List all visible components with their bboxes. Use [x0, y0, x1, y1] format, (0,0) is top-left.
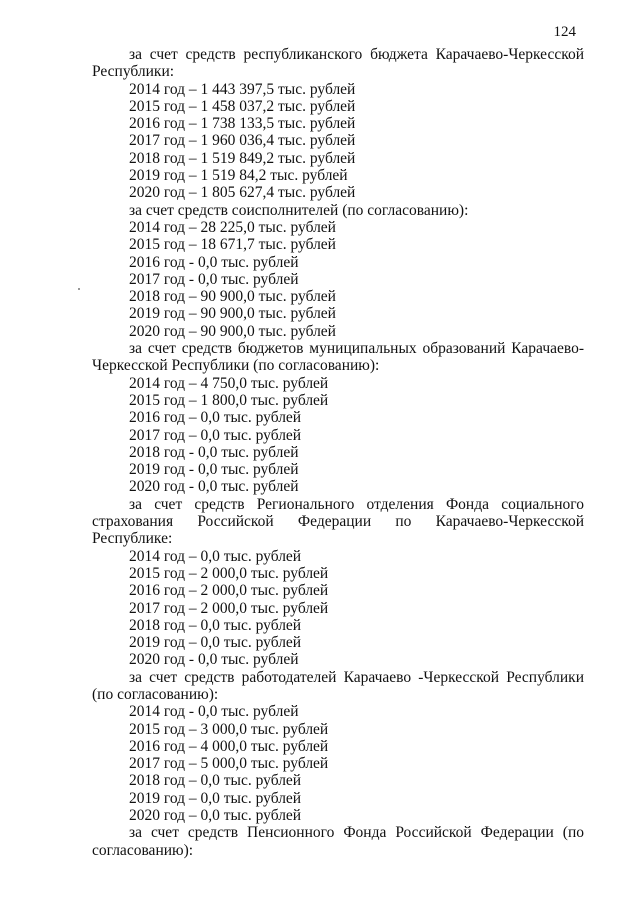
year-line: 2018 год – 0,0 тыс. рублей	[129, 616, 302, 634]
year-line: 2020 год – 0,0 тыс. рублей	[129, 807, 302, 825]
year-line: 2016 год – 0,0 тыс. рублей	[129, 409, 302, 427]
year-line: 2019 год - 0,0 тыс. рублей	[129, 461, 299, 479]
year-line: 2014 год – 4 750,0 тыс. рублей	[129, 374, 329, 392]
year-line: 2019 год – 0,0 тыс. рублей	[129, 789, 302, 807]
section-heading: за счет средств работодателей Карачаево -Черкесской Республики (по согласованию):	[92, 668, 584, 703]
year-line: 2017 год - 0,0 тыс. рублей	[129, 270, 299, 288]
year-line: 2014 год - 0,0 тыс. рублей	[129, 703, 299, 721]
year-line: 2017 год – 1 960 036,4 тыс. рублей	[129, 132, 356, 150]
document-body	[92, 46, 584, 859]
year-line: 2015 год – 1 800,0 тыс. рублей	[129, 391, 329, 409]
year-line: 2020 год - 0,0 тыс. рублей	[129, 651, 299, 669]
year-line: 2017 год – 2 000,0 тыс. рублей	[129, 599, 329, 617]
section-heading: за счет средств республиканского бюджета Карачаево-Черкесской Республики:	[92, 46, 584, 81]
year-line: 2019 год – 0,0 тыс. рублей	[129, 634, 302, 652]
section-heading: за счет средств Регионального отделения Фонда социального страхования Российской Федерации по Карачаево-Черкесской Республике:	[92, 495, 584, 548]
year-line: 2015 год – 1 458 037,2 тыс. рублей	[129, 97, 356, 115]
year-line: 2020 год - 0,0 тыс. рублей	[129, 478, 299, 496]
year-line: 2018 год – 1 519 849,2 тыс. рублей	[129, 149, 356, 167]
section-heading: за счет средств соисполнителей (по согласованию):	[129, 201, 469, 219]
page-number: 124	[553, 24, 576, 40]
section-heading: за счет средств Пенсионного Фонда Российской Федерации (по согласованию):	[92, 824, 584, 859]
year-line: 2014 год – 0,0 тыс. рублей	[129, 547, 302, 565]
year-line: 2019 год – 1 519 84,2 тыс. рублей	[129, 167, 348, 185]
year-line: 2020 год – 1 805 627,4 тыс. рублей	[129, 184, 356, 202]
year-line: 2018 год - 0,0 тыс. рублей	[129, 443, 299, 461]
year-line: 2017 год – 0,0 тыс. рублей	[129, 426, 302, 444]
year-line: 2016 год - 0,0 тыс. рублей	[129, 253, 299, 271]
margin-mark	[78, 288, 80, 290]
year-line: 2018 год – 90 900,0 тыс. рублей	[129, 288, 336, 306]
year-line: 2017 год – 5 000,0 тыс. рублей	[129, 755, 329, 773]
year-line: 2015 год – 2 000,0 тыс. рублей	[129, 564, 329, 582]
year-line: 2016 год – 2 000,0 тыс. рублей	[129, 582, 329, 600]
section-heading: за счет средств бюджетов муниципальных образований Карачаево-Черкесской Республики (по согласованию):	[92, 340, 584, 375]
year-line: 2015 год – 3 000,0 тыс. рублей	[129, 720, 329, 738]
year-line: 2015 год – 18 671,7 тыс. рублей	[129, 236, 336, 254]
year-line: 2019 год – 90 900,0 тыс. рублей	[129, 305, 336, 323]
year-line: 2016 год – 1 738 133,5 тыс. рублей	[129, 115, 356, 133]
year-line: 2014 год – 1 443 397,5 тыс. рублей	[129, 80, 356, 98]
year-line: 2016 год – 4 000,0 тыс. рублей	[129, 737, 329, 755]
year-line: 2018 год – 0,0 тыс. рублей	[129, 772, 302, 790]
year-line: 2020 год – 90 900,0 тыс. рублей	[129, 322, 336, 340]
year-line: 2014 год – 28 225,0 тыс. рублей	[129, 218, 336, 236]
